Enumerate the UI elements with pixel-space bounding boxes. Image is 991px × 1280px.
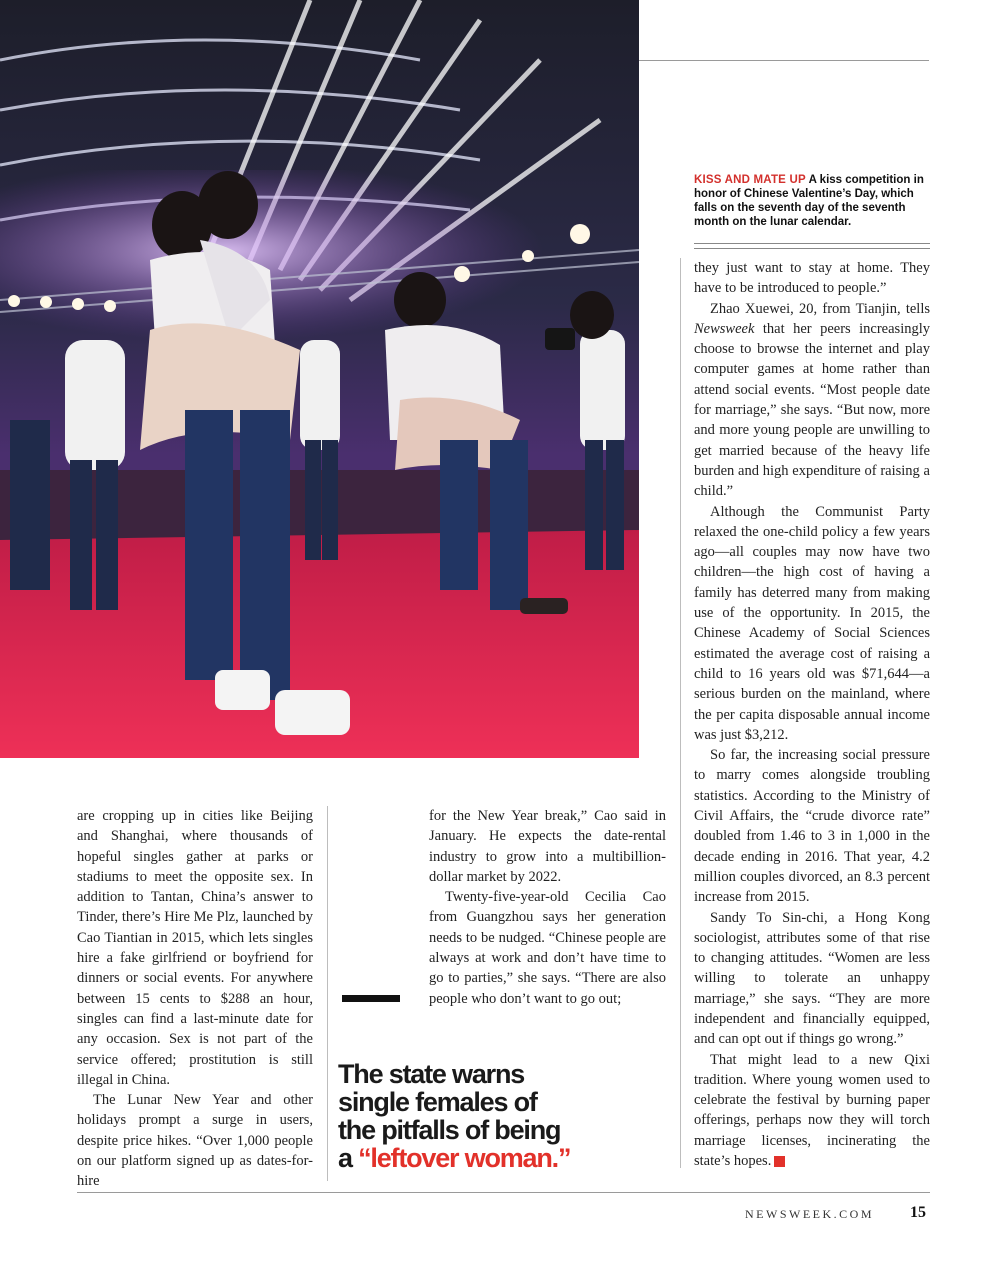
paragraph: are cropping up in cities like Beijing and Shanghai, where thousands of hopeful singles gather at parks or stadiums to meet the opposite sex. In addition to Tantan, China’s answer to Tinder, there’s Hire Me Plz, launched by Cao Tiantian in 2015, which lets singles hire a fake girlfriend or boyfriend for dinners or social events. For anywhere between 15 cents to $288 an hour, singles can find a last-minute date for any occasion. Sex is not part of the service offered; prostitution is still illegal in China.: [77, 808, 313, 1088]
paragraph: [694, 299, 930, 502]
footer-rule: [77, 1192, 930, 1193]
paragraph: The Lunar New Year and other holidays prompt a surge in users, despite price hikes. “Over 1,000 people on our platform signed up as dates-for-hire: [77, 1092, 313, 1190]
text-run: That might lead to a new Qixi tradition. Where young women used to celebrate the festival by burning paper offerings, perhaps now they will torch marriage licenses, incinerating the state’s hopes.: [694, 1051, 930, 1170]
paragraph: for the New Year break,” Cao said in January. He expects the date-rental industry to grow into a multibillion-dollar market by 2022.: [429, 808, 666, 885]
newsweek-end-mark-icon: N: [774, 1156, 785, 1167]
pull-quote-line: [338, 1144, 638, 1172]
column-divider: [327, 806, 328, 1181]
publication-name: Newsweek: [694, 320, 755, 337]
paragraph: So far, the increasing social pressure to marry comes alongside troubling statistics. According to the Ministry of Civil Affairs, the “crude divorce rate” doubled from 1.46 to 3 in 1,000 in the decade ending in 2016. That year, 4.2 million couples divorced, an 8.3 percent increase from 2015.: [694, 747, 930, 906]
pull-quote: [338, 1060, 638, 1172]
text-run: Zhao Xuewei, 20, from Tianjin, tells: [710, 300, 930, 317]
photo-caption: [694, 173, 926, 229]
pull-quote-highlight: “leftover woman.”: [358, 1143, 571, 1173]
text-run: that her peers increasingly choose to browse the internet and play computer games at home rather than attend social events. “Most people date for marriage,” she says. “But now, more and more young people are unwilling to get married because of the heavy life burden and high expenditure of raising a child.”: [694, 320, 930, 500]
caption-text: A kiss competition in honor of Chinese Valentine’s Day, which falls on the seventh day of the seventh month on the lunar calendar.: [694, 174, 924, 228]
paragraph: [694, 1050, 930, 1172]
pull-quote-bar: [342, 995, 400, 1002]
page-number: 15: [910, 1204, 926, 1221]
kiss-competition-photo: [0, 0, 639, 758]
column-divider: [680, 258, 681, 1168]
pull-quote-line: The state warns: [338, 1059, 525, 1089]
article-column-1: [77, 806, 313, 1192]
paragraph: they just want to stay at home. They have to be introduced to people.”: [694, 260, 930, 297]
pull-quote-prefix: a: [338, 1143, 359, 1173]
caption-label: KISS AND MATE UP: [694, 174, 806, 186]
top-rule: [639, 60, 929, 61]
caption-double-rule: [694, 243, 930, 249]
paragraph: Twenty-five-year-old Cecilia Cao from Guangzhou says her generation needs to be nudged. “Chinese people are always at work and don’t have time to go to parties,” she says. “There are also people who don’t want to go out;: [429, 889, 666, 1007]
article-column-2: [429, 806, 666, 1009]
pull-quote-line: the pitfalls of being: [338, 1115, 561, 1145]
article-column-3: [694, 258, 930, 1171]
paragraph: Although the Communist Party relaxed the one-child policy a few years ago—all couples may now have two children—the high cost of having a family has deterred many from making use of the opportunity. In 2015, the Chinese Academy of Social Sciences estimated the average cost of raising a child to 16 years old was $71,644—a serious burden on the mainland, where the per capita disposable annual income was just $3,212.: [694, 503, 930, 743]
pull-quote-line: single females of: [338, 1087, 537, 1117]
footer-site: NEWSWEEK.COM: [745, 1207, 874, 1221]
paragraph: Sandy To Sin-chi, a Hong Kong sociologist, attributes some of that rise to changing attitudes. “Women are less willing to tolerate an unhappy marriage,” she says. “They are more independent and financially equipped, and can opt out if things go wrong.”: [694, 909, 930, 1048]
